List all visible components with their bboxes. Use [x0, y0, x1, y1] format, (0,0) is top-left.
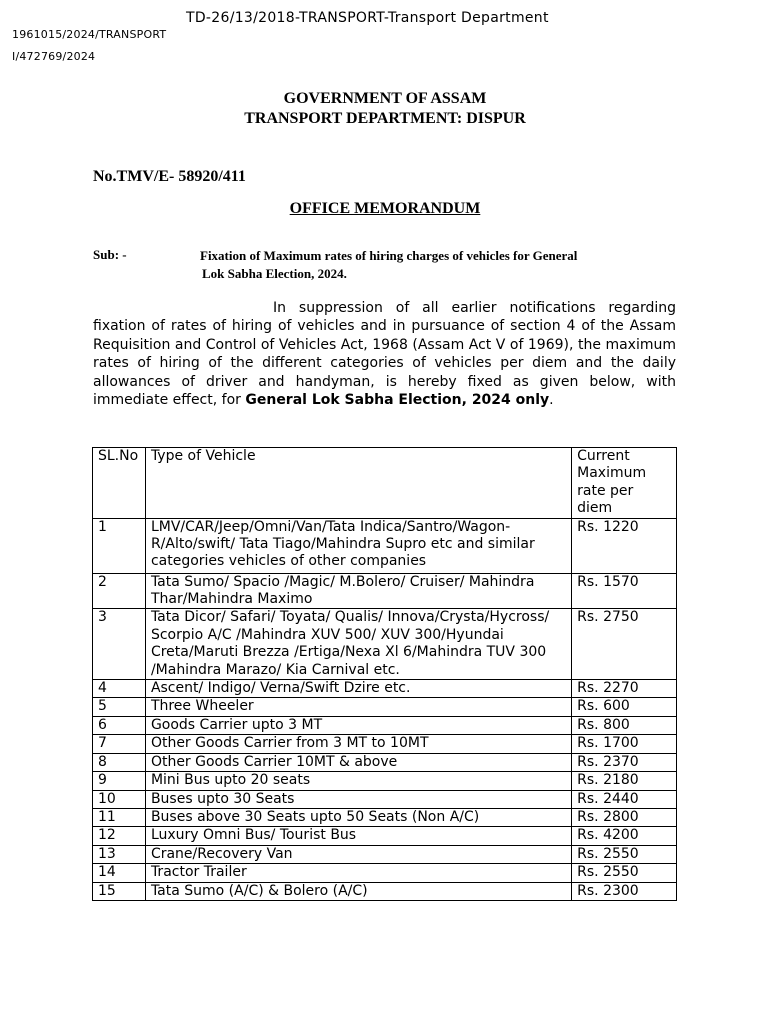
cell-sl-no: 13: [93, 845, 146, 863]
cell-sl-no: 2: [93, 573, 146, 609]
cell-rate: Rs. 2440: [572, 790, 677, 808]
cell-vehicle-type: Other Goods Carrier from 3 MT to 10MT: [145, 735, 571, 753]
subject-text: [200, 247, 670, 283]
cell-vehicle-type: Mini Bus upto 20 seats: [145, 772, 571, 790]
cell-sl-no: 7: [93, 735, 146, 753]
header-sl-no: SL.No: [93, 448, 146, 519]
receipt-number: 1961015/2024/TRANSPORT: [12, 28, 167, 41]
cell-sl-no: 3: [93, 609, 146, 680]
vehicle-rates-table: [92, 447, 677, 901]
table-row: [93, 882, 677, 900]
cell-rate: Rs. 600: [572, 698, 677, 716]
table-row: [93, 772, 677, 790]
table-row: [93, 808, 677, 826]
cell-sl-no: 10: [93, 790, 146, 808]
cell-vehicle-type: Crane/Recovery Van: [145, 845, 571, 863]
table-row: [93, 864, 677, 882]
cell-sl-no: 15: [93, 882, 146, 900]
cell-vehicle-type: Goods Carrier upto 3 MT: [145, 716, 571, 734]
table-row: [93, 573, 677, 609]
cell-vehicle-type: Tata Sumo/ Spacio /Magic/ M.Bolero/ Cruiser/ Mahindra Thar/Mahindra Maximo: [145, 573, 571, 609]
table-row: [93, 790, 677, 808]
cell-rate: Rs. 800: [572, 716, 677, 734]
cell-vehicle-type: Tractor Trailer: [145, 864, 571, 882]
cell-vehicle-type: Buses above 30 Seats upto 50 Seats (Non A/C): [145, 808, 571, 826]
table-row: [93, 716, 677, 734]
table-row: [93, 680, 677, 698]
government-title: GOVERNMENT OF ASSAM: [283, 90, 487, 107]
cell-sl-no: 6: [93, 716, 146, 734]
subject-line-1: Fixation of Maximum rates of hiring charges of vehicles for General: [200, 248, 578, 263]
cell-rate: Rs. 2370: [572, 753, 677, 771]
cell-vehicle-type: Buses upto 30 Seats: [145, 790, 571, 808]
cell-vehicle-type: Luxury Omni Bus/ Tourist Bus: [145, 827, 571, 845]
memo-title: OFFICE MEMORANDUM: [289, 200, 481, 217]
cell-vehicle-type: Other Goods Carrier 10MT & above: [145, 753, 571, 771]
table-row: [93, 609, 677, 680]
cell-sl-no: 11: [93, 808, 146, 826]
cell-rate: Rs. 2270: [572, 680, 677, 698]
memo-number: No.TMV/E- 58920/411: [93, 168, 246, 185]
table-row: [93, 518, 677, 573]
body-paragraph: [93, 299, 676, 409]
cell-rate: Rs. 2300: [572, 882, 677, 900]
cell-sl-no: 5: [93, 698, 146, 716]
cell-rate: Rs. 1220: [572, 518, 677, 573]
cell-sl-no: 4: [93, 680, 146, 698]
cell-rate: Rs. 2550: [572, 864, 677, 882]
cell-rate: Rs. 2800: [572, 808, 677, 826]
table-header-row: [93, 448, 677, 519]
body-end: .: [549, 392, 554, 409]
cell-rate: Rs. 2180: [572, 772, 677, 790]
cell-sl-no: 1: [93, 518, 146, 573]
subject-label: Sub: -: [93, 247, 127, 262]
table-row: [93, 698, 677, 716]
cell-sl-no: 12: [93, 827, 146, 845]
header-rate: Current Maximum rate per diem: [572, 448, 677, 519]
department-title: TRANSPORT DEPARTMENT: DISPUR: [244, 110, 526, 127]
table-row: [93, 753, 677, 771]
table-row: [93, 827, 677, 845]
table-row: [93, 845, 677, 863]
cell-vehicle-type: Three Wheeler: [145, 698, 571, 716]
cell-vehicle-type: Tata Sumo (A/C) & Bolero (A/C): [145, 882, 571, 900]
cell-rate: Rs. 1570: [572, 573, 677, 609]
cell-sl-no: 8: [93, 753, 146, 771]
cell-sl-no: 9: [93, 772, 146, 790]
cell-rate: Rs. 4200: [572, 827, 677, 845]
cell-rate: Rs. 1700: [572, 735, 677, 753]
issue-number: I/472769/2024: [12, 50, 96, 63]
body-text: In suppression of all earlier notifications regarding fixation of rates of hiring of vehicles and in pursuance of section 4 of the Assam Requisition and Control of Vehicles Act, 1968 (Assam Act V of 1969), the maximum rates of hiring of the different categories of vehicles per diem and the daily allowances of driver and handyman, is hereby fixed as given below, with immediate effect, for: [93, 300, 676, 409]
cell-rate: Rs. 2750: [572, 609, 677, 680]
body-bold-text: General Lok Sabha Election, 2024 only: [245, 392, 550, 409]
cell-sl-no: 14: [93, 864, 146, 882]
subject-line-2: Lok Sabha Election, 2024.: [202, 266, 347, 281]
header-vehicle-type: Type of Vehicle: [145, 448, 571, 519]
cell-vehicle-type: Tata Dicor/ Safari/ Toyata/ Qualis/ Innova/Crysta/Hycross/ Scorpio A/C /Mahindra XUV 500/ XUV 300/Hyundai Creta/Maruti Brezza /Ertiga/Nexa Xl 6/Mahindra TUV 300 /Mahindra Marazo/ Kia Carnival etc.: [145, 609, 571, 680]
cell-vehicle-type: Ascent/ Indigo/ Verna/Swift Dzire etc.: [145, 680, 571, 698]
table-row: [93, 735, 677, 753]
cell-vehicle-type: LMV/CAR/Jeep/Omni/Van/Tata Indica/Santro/Wagon-R/Alto/swift/ Tata Tiago/Mahindra Supro etc and similar categories vehicles of other companies: [145, 518, 571, 573]
file-reference: TD-26/13/2018-TRANSPORT-Transport Department: [186, 10, 549, 26]
cell-rate: Rs. 2550: [572, 845, 677, 863]
